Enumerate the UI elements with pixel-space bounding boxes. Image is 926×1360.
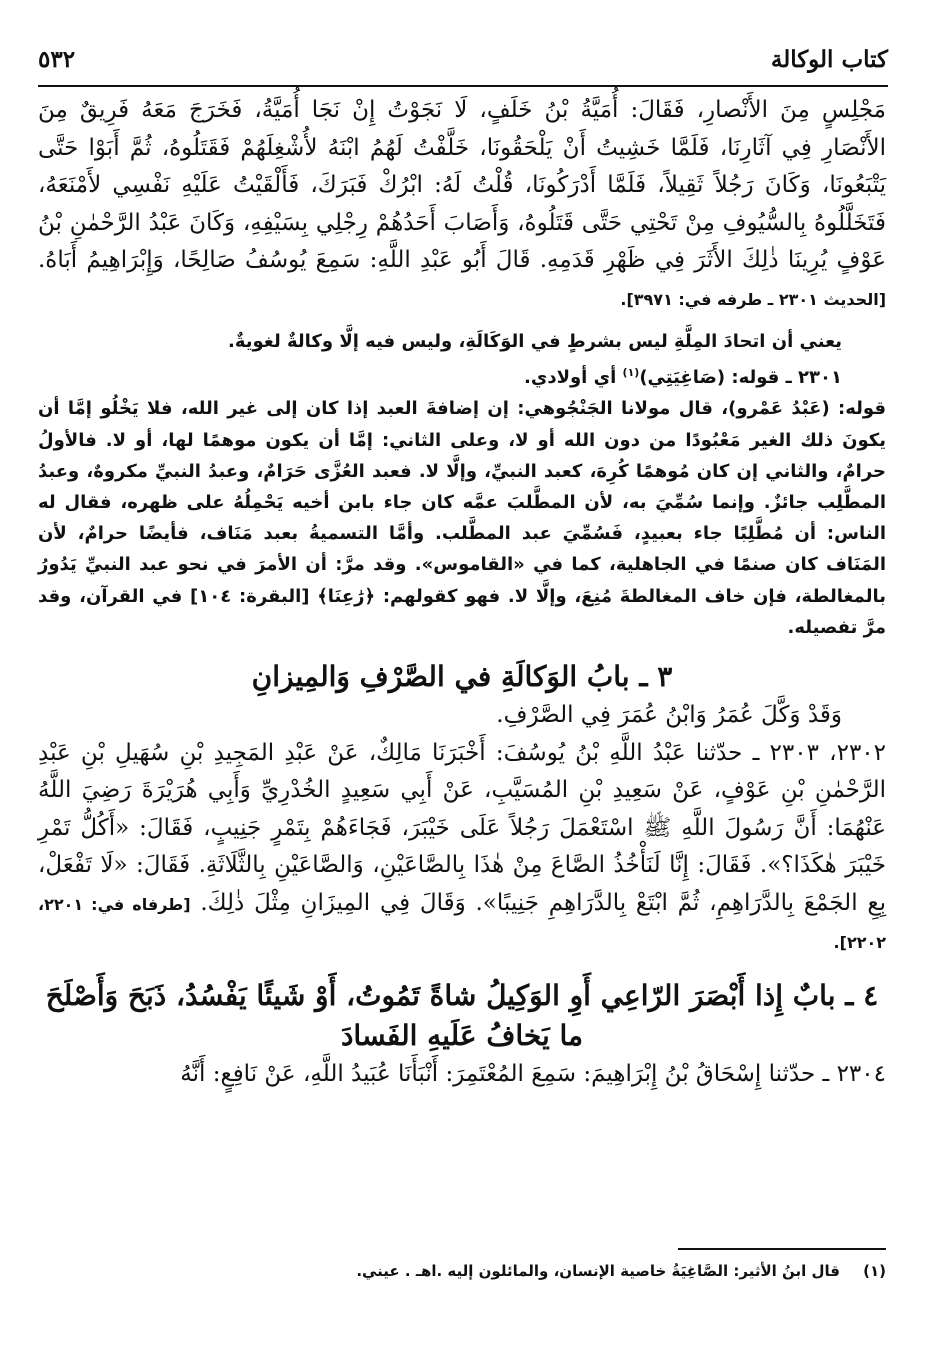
footnote [38,1262,886,1280]
hadith-reference: [الحديث ٢٣٠١ ـ طرفه في: ٣٩٧١]. [620,289,886,309]
commentary-paragraph: يعني أن اتحادَ المِلَّةِ ليس بشرطٍ في الوَكَالَةِ، وليس فيه إلَّا وكالةٌ لغويةٌ. [227,331,842,352]
hadith-2302 [38,735,886,962]
footnote-text: قال ابنُ الأثير: الصَّاغِيَةُ خاصية الإنسان، والمائلون إليه .اهـ . عيني. [356,1262,840,1280]
hadith-reference: [طرفاه في: ٢٢٠١، ٢٢٠٢]. [38,894,886,953]
hadith-2304-start: ٢٣٠٤ ـ حدّثنا إِسْحَاقُ بْنُ إِبْرَاهِيمَ: سَمِعَ المُعْتَمِرَ: أَنْبَأَنَا عُبَيدُ اللَّهِ، عَنْ نَافِعٍ: أَنَّهُ [180,1060,886,1087]
commentary-paragraph: قوله: (عَبْدُ عَمْرو)، قال مولانا الجَنْجُوهي: إن إضافةَ العبد إذا كان إلى غير الله، فلا يَخْلُو إمَّا أن يكونَ ذلك الغير مَعْبُودًا من دون الله أو لا، وعلى الثاني: إمَّا أن يكون موهمًا لها، أو لا. فالأولُ حرامٌ، والثاني إن كان مُوهمًا كُرِهَ، كعبد النبيِّ، وإلَّا لا. فعبد العُزَّى حَرَامٌ، وعبدُ النبيِّ مكروهٌ، وعبدُ المطَّلِب جائزٌ. وإنما سُمِّيَ به، لأن المطَّلبَ عمَّه كان جاء بابن أخيه يَحْمِلُهُ على ظهره، فقال له الناس: أن مُطَّلِبًا جاء بعبيدٍ، فَسُمِّيَ عبد المطَّلب. وأمَّا التسميةُ بعبد مَنَاف، فأيضًا حرامٌ، لأن المَنَاف كان صنمًا في الجاهلية، كما في «القاموس». وقد مرَّ: أن الأمرَ في نحو عبد النبيِّ يَدُورُ بالمغالطة، فإن خاف المغالطةَ مُنِعَ، وإلَّا لا. فهو كقولهم: ﴿رَٰعِنَا﴾ [البقرة: ١٠٤] في القرآن، وقد مرَّ تفصيله. [38,398,886,638]
hadith-text: مَجْلِسٍ مِنَ الأَنْصارِ، فَقَالَ: أُمَيَّةُ بْنُ خَلَفٍ، لَا نَجَوْتُ إِنْ نَجَا أُمَيَّةُ، فَخَرَجَ مَعَهُ فَرِيقٌ مِنَ الأَنْصَارِ فِي آثَارِنَا، فَلَمَّا خَشِيتُ أَنْ يَلْحَقُونَا، خَلَّفْتُ لَهُمُ ابْنَهُ لأُشْغِلَهُمْ فَقَتَلُوهُ، ثُمَّ أَبَوْا حَتَّى يَتْبَعُونَا، وَكَانَ رَجُلاً ثَقِيلاً، فَلَمَّا أَدْرَكُونَا، قُلْتُ لَهُ: ابْرُكْ فَبَرَكَ، فَأَلْقَيْتُ عَلَيْهِ نَفْسِي لأَمْنَعَهُ، فَتَخَلَّلُوهُ بِالسُّيُوفِ مِنْ تَحْتِي حَتَّى قَتَلُوهُ، وَأَصَابَ أَحَدُهُمْ رِجْلِي بِسَيْفِهِ، وَكَانَ عَبْدُ الرَّحْمٰنِ بْنُ عَوْفٍ يُرِينَا ذٰلِكَ الأَثَرَ فِي ظَهْرِ قَدَمِهِ. قَالَ أَبُو عَبْدِ اللَّهِ: سَمِعَ يُوسُفُ صَالِحًا، وَإِبْرَاهِيمُ أَبَاهُ. [38,97,886,273]
hadith-text: ٢٣٠٢، ٢٣٠٣ ـ حدّثنا عَبْدُ اللَّهِ بْنُ يُوسُفَ: أَخْبَرَنَا مَالِكٌ، عَنْ عَبْدِ المَجِيدِ بْنِ سُهَيلِ بْنِ عَبْدِ الرَّحْمٰنِ بْنِ عَوْفٍ، عَنْ سَعِيدِ بْنِ المُسَيَّبِ، عَنْ أَبِي سَعِيدٍ الخُدْرِيِّ وَأَبِي هُرَيْرَةَ رَضِيَ اللَّهُ عَنْهُمَا: أَنَّ رَسُولَ اللَّهِ ﷺ اسْتَعْمَلَ رَجُلاً عَلَى خَيْبَرَ، فَجَاءَهُمْ بِتَمْرٍ جَنِيبٍ، فَقَالَ: «أَكُلُّ تَمْرِ خَيْبَرَ هٰكَذَا؟». فَقَالَ: إِنَّا لَنَأْخُذُ الصَّاعَ مِنْ هٰذَا بِالصَّاعَيْنِ، وَالصَّاعَيْنِ بِالثَّلَاثَةِ. فَقَالَ: «لَا تَفْعَلْ، بِعِ الجَمْعَ بِالدَّرَاهِمِ، ثُمَّ ابْتَعْ بِالدَّرَاهِمِ جَنِيبًا». وَقَالَ فِي المِيزَانِ مِثْلَ ذٰلِكَ. [38,739,887,916]
commentary-paragraph [38,357,886,393]
footnote-number: (١) [863,1262,886,1280]
chapter-heading: ٤ ـ بابٌ إِذا أَبْصَرَ الرّاعِي أَوِ الوَكِيلُ شاةً تَمُوتُ، أَوْ شَيئًا يَفْسُدُ، ذَبَحَ وَأَصْلَحَ ما يَخافُ عَلَيهِ الفَسادَ [45,978,879,1052]
page-number: ٥٣٢ [38,45,76,73]
chapter-heading: ٣ ـ بابُ الوَكالَةِ في الصَّرْفِ وَالمِيزانِ [251,660,673,694]
running-header [38,40,888,78]
commentary-text: أي أولادي. [524,367,623,389]
commentary-text: ٢٣٠١ ـ قوله: (صَاغِيَتِي) [639,367,842,389]
book-title: كتاب الوكالة [770,45,888,73]
page-body [38,92,886,1093]
chapter-subtitle: وَقَدْ وَكَّلَ عُمَرُ وَابْنُ عُمَرَ فِي الصَّرْفِ. [496,702,842,729]
footnote-rule [678,1248,886,1250]
hadith-2301-end [38,92,886,318]
header-rule [38,85,888,87]
footnote-marker: (١) [622,366,640,380]
